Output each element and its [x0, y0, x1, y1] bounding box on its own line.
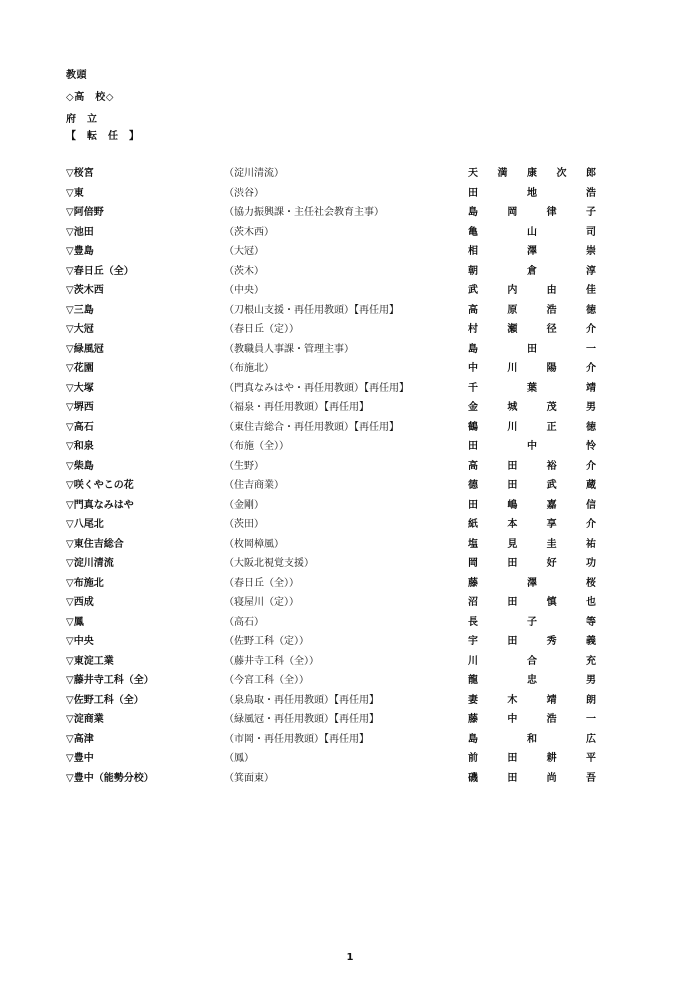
- name-char: 川: [468, 655, 478, 667]
- name-char: 田: [507, 753, 518, 764]
- list-item: [0, 593, 700, 613]
- name-char: 亀: [468, 226, 478, 238]
- name-char: 怜: [586, 441, 596, 452]
- new-school: ▽中央: [66, 636, 94, 647]
- name-char: 尚: [546, 772, 557, 784]
- previous-post: （箕面東）: [224, 772, 274, 784]
- list-item: [0, 730, 700, 750]
- list-item: [0, 437, 700, 457]
- name-char: 慎: [546, 597, 557, 608]
- name-char: 浩: [586, 187, 596, 199]
- name-char: 浩: [546, 304, 557, 316]
- list-item: [0, 223, 700, 243]
- name-char: 澤: [527, 246, 537, 257]
- name-char: 本: [507, 519, 518, 530]
- personnel-list: [0, 164, 700, 788]
- name-char: 高: [468, 460, 478, 472]
- name-char: 正: [546, 421, 557, 433]
- new-school: ▽佐野工科（全）: [66, 694, 144, 706]
- name-char: 宇: [468, 636, 478, 647]
- list-item: [0, 281, 700, 301]
- name-char: 徳: [585, 421, 596, 433]
- new-school: ▽花園: [66, 363, 94, 374]
- name-char: 田: [507, 558, 518, 569]
- position-heading: 教頭: [66, 70, 87, 81]
- person-name: [468, 457, 596, 477]
- previous-post: （市岡・再任用教頭）【再任用】: [224, 733, 369, 745]
- name-char: 和: [527, 733, 537, 745]
- name-char: 男: [585, 402, 596, 413]
- previous-post: （緑風冠・再任用教頭）【再任用】: [224, 714, 379, 725]
- previous-post: （藤井寺工科（全））: [224, 655, 319, 667]
- person-name: [468, 574, 596, 594]
- list-item: [0, 671, 700, 691]
- previous-post: （佐野工科（定））: [224, 636, 309, 647]
- list-item: [0, 184, 700, 204]
- name-char: 内: [507, 285, 518, 296]
- list-item: [0, 613, 700, 633]
- name-char: 介: [585, 363, 596, 374]
- name-char: 佳: [585, 285, 596, 296]
- previous-post: （渋谷）: [224, 187, 264, 199]
- name-char: 義: [585, 636, 596, 647]
- name-char: 田: [507, 636, 518, 647]
- new-school: ▽高津: [66, 733, 94, 745]
- list-item: [0, 379, 700, 399]
- new-school: ▽西成: [66, 597, 94, 608]
- name-char: 桜: [586, 577, 596, 589]
- name-char: 田: [468, 499, 478, 511]
- name-char: 藤: [468, 714, 478, 725]
- new-school: ▽池田: [66, 226, 94, 238]
- new-school: ▽東淀工業: [66, 655, 114, 667]
- name-char: 満: [497, 168, 508, 179]
- previous-post: （門真なみはや・再任用教頭）【再任用】: [224, 382, 409, 394]
- name-char: 耕: [546, 753, 557, 764]
- previous-post: （淀川清流）: [224, 168, 284, 179]
- person-name: [468, 554, 596, 574]
- person-name: [468, 242, 596, 262]
- name-char: 磯: [468, 772, 478, 784]
- school-type-heading: ◇高 校◇: [66, 92, 114, 103]
- previous-post: （今宮工科（全））: [224, 675, 309, 686]
- name-char: 朗: [585, 694, 596, 706]
- name-char: 祐: [585, 538, 596, 550]
- previous-post: （東住吉総合・再任用教頭）【再任用】: [224, 421, 399, 433]
- name-char: 田: [468, 441, 478, 452]
- name-char: 前: [468, 753, 478, 764]
- name-char: 武: [546, 480, 557, 491]
- person-name: [468, 398, 596, 418]
- new-school: ▽東住吉総合: [66, 538, 124, 550]
- name-char: 木: [507, 694, 518, 706]
- name-char: 信: [585, 499, 596, 511]
- list-item: [0, 242, 700, 262]
- new-school: ▽淀川清流: [66, 558, 114, 569]
- name-char: 田: [507, 480, 518, 491]
- person-name: [468, 379, 596, 399]
- name-char: 康: [527, 168, 537, 179]
- name-char: 龍: [468, 675, 478, 686]
- name-char: 金: [468, 402, 478, 413]
- name-char: 平: [585, 753, 596, 764]
- name-char: 高: [468, 304, 478, 316]
- name-char: 田: [507, 772, 518, 784]
- previous-post: （春日丘（全））: [224, 577, 299, 589]
- new-school: ▽緑風冠: [66, 343, 104, 355]
- previous-post: （寝屋川（定））: [224, 597, 299, 608]
- page-number: 1: [346, 952, 354, 963]
- name-char: 村: [468, 324, 478, 335]
- list-item: [0, 340, 700, 360]
- new-school: ▽豊中: [66, 753, 94, 764]
- previous-post: （住吉商業）: [224, 480, 284, 491]
- list-item: [0, 398, 700, 418]
- person-name: [468, 184, 596, 204]
- list-item: [0, 496, 700, 516]
- name-char: 岡: [507, 207, 518, 218]
- jurisdiction-heading: 府 立: [66, 114, 98, 125]
- name-char: 中: [507, 714, 518, 725]
- person-name: [468, 301, 596, 321]
- category-heading: 【 転 任 】: [66, 131, 140, 142]
- previous-post: （中央）: [224, 285, 264, 296]
- name-char: 妻: [468, 694, 478, 706]
- list-item: [0, 476, 700, 496]
- person-name: [468, 671, 596, 691]
- name-char: 田: [527, 343, 537, 355]
- name-char: 秀: [546, 636, 557, 647]
- name-char: 川: [507, 363, 518, 374]
- person-name: [468, 593, 596, 613]
- list-item: [0, 203, 700, 223]
- name-char: 塩: [468, 538, 478, 550]
- previous-post: （茨田）: [224, 519, 264, 530]
- name-char: 郎: [586, 168, 596, 179]
- name-char: 忠: [527, 675, 537, 686]
- previous-post: （茨木西）: [224, 226, 274, 238]
- list-item: [0, 320, 700, 340]
- person-name: [468, 691, 596, 711]
- new-school: ▽三島: [66, 304, 94, 316]
- name-char: 合: [527, 655, 537, 667]
- list-item: [0, 554, 700, 574]
- new-school: ▽和泉: [66, 441, 94, 452]
- name-char: 沼: [468, 597, 478, 608]
- new-school: ▽東: [66, 187, 84, 199]
- name-char: 一: [585, 714, 596, 725]
- previous-post: （高石）: [224, 616, 264, 628]
- new-school: ▽桜宮: [66, 168, 94, 179]
- list-item: [0, 535, 700, 555]
- name-char: 鶴: [468, 421, 478, 433]
- person-name: [468, 203, 596, 223]
- name-char: 子: [585, 207, 596, 218]
- name-char: 一: [586, 343, 596, 355]
- list-item: [0, 769, 700, 789]
- name-char: 島: [468, 207, 478, 218]
- person-name: [468, 613, 596, 633]
- new-school: ▽豊中（能勢分校）: [66, 772, 154, 784]
- new-school: ▽門真なみはや: [66, 499, 134, 511]
- previous-post: （大阪北視覚支援）: [224, 558, 314, 569]
- name-char: 地: [527, 187, 537, 199]
- person-name: [468, 710, 596, 730]
- name-char: 浩: [546, 714, 557, 725]
- previous-post: （鳳）: [224, 753, 254, 764]
- new-school: ▽高石: [66, 421, 94, 433]
- list-item: [0, 262, 700, 282]
- list-item: [0, 164, 700, 184]
- person-name: [468, 281, 596, 301]
- name-char: 由: [546, 285, 557, 296]
- name-char: 也: [585, 597, 596, 608]
- new-school: ▽八尾北: [66, 519, 104, 530]
- previous-post: （教職員人事課・管理主事）: [224, 343, 354, 355]
- person-name: [468, 437, 596, 457]
- name-char: 原: [507, 304, 518, 316]
- list-item: [0, 749, 700, 769]
- new-school: ▽阿倍野: [66, 207, 104, 218]
- name-char: 徳: [585, 304, 596, 316]
- name-char: 島: [468, 733, 478, 745]
- name-char: 圭: [546, 538, 557, 550]
- person-name: [468, 652, 596, 672]
- person-name: [468, 320, 596, 340]
- person-name: [468, 515, 596, 535]
- name-char: 吾: [585, 772, 596, 784]
- new-school: ▽大冠: [66, 324, 94, 335]
- new-school: ▽藤井寺工科（全）: [66, 675, 154, 686]
- list-item: [0, 457, 700, 477]
- name-char: 裕: [546, 460, 557, 472]
- name-char: 澤: [527, 577, 537, 589]
- name-char: 長: [468, 616, 478, 628]
- previous-post: （刀根山支援・再任用教頭）【再任用】: [224, 304, 399, 316]
- list-item: [0, 652, 700, 672]
- name-char: 等: [586, 616, 596, 628]
- person-name: [468, 496, 596, 516]
- person-name: [468, 476, 596, 496]
- previous-post: （枚岡樟風）: [224, 538, 284, 550]
- previous-post: （金剛）: [224, 499, 264, 511]
- name-char: 岡: [468, 558, 478, 569]
- name-char: 陽: [546, 363, 557, 374]
- name-char: 靖: [546, 694, 557, 706]
- name-char: 茂: [546, 402, 557, 413]
- name-char: 介: [585, 519, 596, 530]
- new-school: ▽茨木西: [66, 285, 104, 296]
- list-item: [0, 691, 700, 711]
- new-school: ▽淀商業: [66, 714, 104, 725]
- name-char: 司: [586, 226, 596, 238]
- name-char: 嘉: [546, 499, 557, 511]
- name-char: 田: [507, 597, 518, 608]
- name-char: 享: [546, 519, 557, 530]
- list-item: [0, 359, 700, 379]
- person-name: [468, 340, 596, 360]
- name-char: 蔵: [585, 480, 596, 491]
- name-char: 相: [468, 246, 478, 257]
- previous-post: （春日丘（定））: [224, 324, 299, 335]
- name-char: 靖: [586, 382, 596, 394]
- name-char: 田: [468, 187, 478, 199]
- previous-post: （茨木）: [224, 265, 264, 277]
- name-char: 充: [586, 655, 596, 667]
- name-char: 広: [586, 733, 596, 745]
- name-char: 中: [527, 441, 537, 452]
- name-char: 藤: [468, 577, 478, 589]
- name-char: 子: [527, 616, 537, 628]
- previous-post: （生野）: [224, 460, 264, 472]
- name-char: 德: [468, 480, 478, 491]
- name-char: 田: [507, 460, 518, 472]
- name-char: 崇: [586, 246, 596, 257]
- list-item: [0, 574, 700, 594]
- person-name: [468, 749, 596, 769]
- list-item: [0, 515, 700, 535]
- name-char: 介: [585, 460, 596, 472]
- name-char: 倉: [527, 265, 537, 277]
- previous-post: （大冠）: [224, 246, 264, 257]
- name-char: 中: [468, 363, 478, 374]
- list-item: [0, 710, 700, 730]
- previous-post: （福泉・再任用教頭）【再任用】: [224, 402, 369, 413]
- list-item: [0, 301, 700, 321]
- name-char: 次: [556, 168, 567, 179]
- previous-post: （布施（全））: [224, 441, 289, 452]
- new-school: ▽大塚: [66, 382, 94, 394]
- name-char: 淳: [586, 265, 596, 277]
- previous-post: （協力振興課・主任社会教育主事）: [224, 207, 384, 218]
- new-school: ▽柴島: [66, 460, 94, 472]
- new-school: ▽布施北: [66, 577, 104, 589]
- person-name: [468, 359, 596, 379]
- name-char: 好: [546, 558, 557, 569]
- name-char: 紙: [468, 519, 478, 530]
- name-char: 山: [527, 226, 537, 238]
- name-char: 瀬: [507, 324, 518, 335]
- list-item: [0, 632, 700, 652]
- name-char: 功: [585, 558, 596, 569]
- person-name: [468, 632, 596, 652]
- name-char: 介: [585, 324, 596, 335]
- previous-post: （布施北）: [224, 363, 274, 374]
- name-char: 島: [468, 343, 478, 355]
- name-char: 律: [546, 207, 557, 218]
- person-name: [468, 223, 596, 243]
- person-name: [468, 535, 596, 555]
- previous-post: （泉鳥取・再任用教頭）【再任用】: [224, 694, 379, 706]
- name-char: 朝: [468, 265, 478, 277]
- name-char: 嶋: [507, 499, 518, 511]
- person-name: [468, 769, 596, 789]
- new-school: ▽鳳: [66, 616, 84, 628]
- list-item: [0, 418, 700, 438]
- new-school: ▽豊島: [66, 246, 94, 257]
- name-char: 男: [586, 675, 596, 686]
- name-char: 見: [507, 538, 518, 550]
- new-school: ▽咲くやこの花: [66, 480, 134, 491]
- person-name: [468, 164, 596, 184]
- name-char: 千: [468, 382, 478, 394]
- name-char: 径: [546, 324, 557, 335]
- person-name: [468, 730, 596, 750]
- person-name: [468, 418, 596, 438]
- new-school: ▽春日丘（全）: [66, 265, 134, 277]
- new-school: ▽堺西: [66, 402, 94, 413]
- person-name: [468, 262, 596, 282]
- name-char: 葉: [527, 382, 537, 394]
- name-char: 城: [507, 402, 518, 413]
- name-char: 天: [468, 168, 478, 179]
- name-char: 武: [468, 285, 478, 296]
- name-char: 川: [507, 421, 518, 433]
